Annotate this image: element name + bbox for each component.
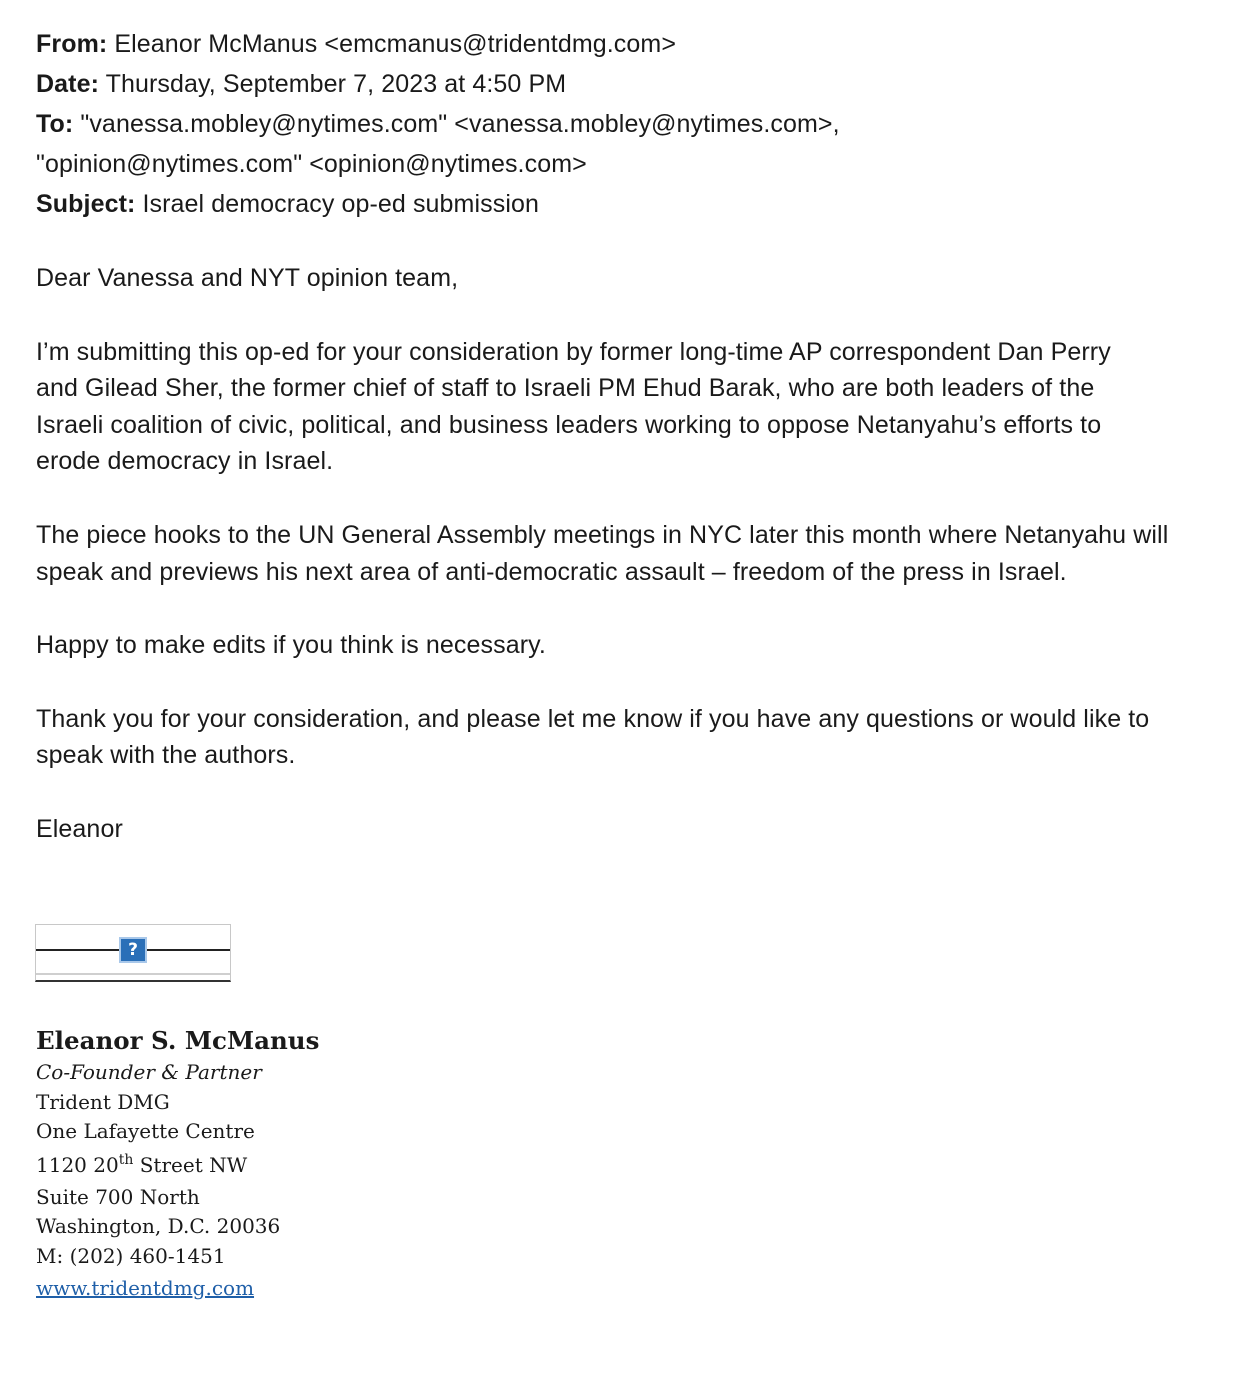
paragraph-line: erode democracy in Israel. xyxy=(36,447,334,476)
paragraph-3: Happy to make edits if you think is necessary. xyxy=(36,631,546,660)
signature-name: Eleanor S. McManus xyxy=(36,1026,320,1055)
paragraph-4 xyxy=(36,701,1186,774)
paragraph-line: and Gilead Sher, the former chief of staff to Israeli PM Ehud Barak, who are both leaders of the xyxy=(36,374,1095,403)
street-name: Street NW xyxy=(133,1152,248,1177)
from-line xyxy=(36,24,1186,64)
website-link[interactable]: www.tridentdmg.com xyxy=(36,1276,255,1300)
date-value: Thursday, September 7, 2023 at 4:50 PM xyxy=(105,70,567,98)
paragraph-line: The piece hooks to the UN General Assembly meetings in NYC later this month where Netanyahu will xyxy=(36,520,1169,549)
to-recipient-1: "vanessa.mobley@nytimes.com" <vanessa.mobley@nytimes.com>, xyxy=(80,110,840,138)
signature-suite: Suite 700 North xyxy=(36,1184,200,1209)
signature-company: Trident DMG xyxy=(36,1089,170,1114)
signature-street xyxy=(36,1147,319,1183)
date-line xyxy=(36,64,1186,104)
email-signature xyxy=(36,1024,319,1305)
paragraph-2 xyxy=(36,517,1186,590)
to-line-continued xyxy=(36,144,1186,184)
broken-signature-image xyxy=(35,924,231,982)
signature-building: One Lafayette Centre xyxy=(36,1119,255,1143)
subject-line xyxy=(36,184,1186,224)
street-ordinal: th xyxy=(118,1151,134,1168)
to-label: To: xyxy=(36,110,74,138)
missing-image-icon: ? xyxy=(119,937,147,963)
signature-phone: M: (202) 460-1451 xyxy=(36,1243,226,1268)
to-recipient-2: "opinion@nytimes.com" <opinion@nytimes.com> xyxy=(36,150,587,178)
paragraph-line: speak and previews his next area of anti-democratic assault – freedom of the press in Israel. xyxy=(36,557,1067,586)
signature-city: Washington, D.C. 20036 xyxy=(36,1214,281,1238)
from-label: From: xyxy=(36,30,108,58)
paragraph-line: Israeli coalition of civic, political, and business leaders working to oppose Netanyahu’s efforts to xyxy=(36,410,1102,439)
to-line xyxy=(36,104,1186,144)
signoff: Eleanor xyxy=(36,814,123,843)
street-number: 1120 20 xyxy=(36,1152,119,1177)
paragraph-line: I’m submitting this op-ed for your consideration by former long-time AP correspondent Dan Perry xyxy=(36,337,1111,366)
signature-title: Co-Founder & Partner xyxy=(36,1060,262,1084)
greeting: Dear Vanessa and NYT opinion team, xyxy=(36,264,459,292)
subject-value: Israel democracy op-ed submission xyxy=(142,190,539,218)
paragraph-line: speak with the authors. xyxy=(36,741,296,770)
subject-label: Subject: xyxy=(36,190,136,218)
date-label: Date: xyxy=(36,70,100,98)
from-value: Eleanor McManus <emcmanus@tridentdmg.com> xyxy=(114,30,677,58)
image-rule xyxy=(36,973,230,975)
paragraph-1 xyxy=(36,334,1186,480)
paragraph-line: Thank you for your consideration, and please let me know if you have any questions or would like to xyxy=(36,704,1150,733)
email-content xyxy=(36,24,1186,848)
